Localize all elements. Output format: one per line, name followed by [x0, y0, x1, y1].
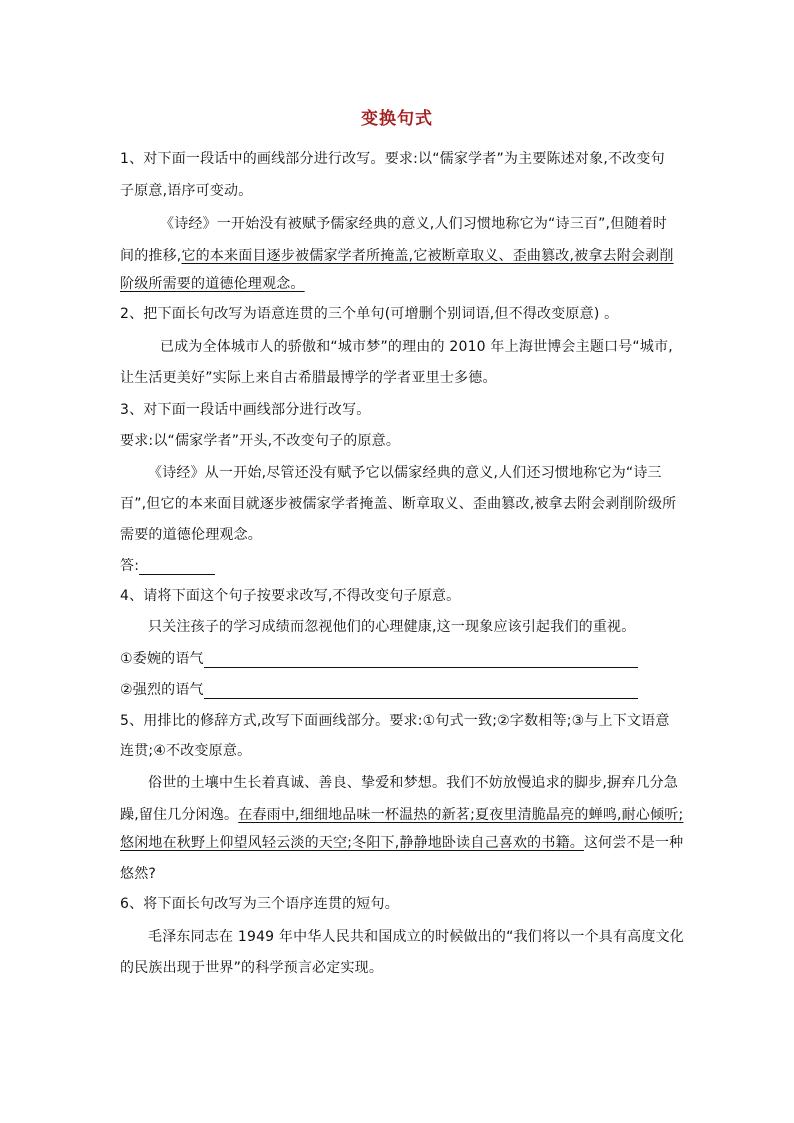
- q4-option1-label: ①委婉的语气: [120, 651, 204, 667]
- q5-passage-plain: 躁,留住几分闲逸。: [120, 807, 239, 823]
- q3-instruction-line1: 3、对下面一段话中画线部分进行改写。: [120, 402, 371, 418]
- q6-passage-line2: 的民族出现于世界”的科学预言必定实现。: [120, 960, 384, 976]
- q1-passage-plain: 间的推移,: [120, 248, 182, 264]
- q2-instruction: 2、把下面长句改写为语意连贯的三个单句(可增删个别词语,但不得改变原意) 。: [120, 306, 619, 322]
- q5-passage-plain-end: 这何尝不是一种: [583, 835, 684, 851]
- q2-passage-line1: 已成为全体城市人的骄傲和“城市梦”的理由的 2010 年上海世博会主题口号“城市,: [160, 339, 673, 355]
- page-title: 变换句式: [361, 109, 433, 129]
- q4-option2-blank[interactable]: [204, 684, 638, 699]
- q1-passage-line3: [120, 273, 680, 293]
- q4-option1-blank[interactable]: [204, 653, 638, 668]
- q4-option2-line: [120, 679, 680, 699]
- q5-instruction-line1: 5、用排比的修辞方式,改写下面画线部分。要求:①句式一致;②字数相等;③与上下文语意: [120, 713, 670, 729]
- q5-underlined-part: 在春雨中,细细地品味一杯温热的新茗;夏夜里清脆晶亮的蝉鸣,耐心倾听;: [238, 807, 684, 823]
- q5-passage-line2: [120, 804, 684, 824]
- q3-answer-label: 答:: [120, 558, 140, 574]
- q6-passage-line1: 毛泽东同志在 1949 年中华人民共和国成立的时候做出的“我们将以一个具有高度文化: [148, 929, 684, 945]
- q4-sentence: 只关注孩子的学习成绩而忽视他们的心理健康,这一现象应该引起我们的重视。: [148, 619, 636, 635]
- q1-underlined-part: 它的本来面目逐步被儒家学者所掩盖,它被断章取义、歪曲篡改,被拿去附会剥削: [181, 248, 674, 264]
- q1-underlined-part-end: 阶级所需要的道德伦理观念。: [120, 276, 305, 292]
- q5-passage-line3: [120, 832, 684, 852]
- q5-passage-line1: 俗世的土壤中生长着真诚、善良、挚爱和梦想。我们不妨放慢追求的脚步,摒弃几分急: [148, 775, 679, 791]
- q2-passage-line2: 让生活更美好”实际上来自古希腊最博学的学者亚里士多德。: [120, 370, 497, 386]
- q1-passage-line2: [120, 245, 680, 265]
- q1-instruction-line2: 子原意,语序可变动。: [120, 183, 253, 199]
- q5-instruction-line2: 连贯;④不改变原意。: [120, 743, 252, 759]
- q6-instruction: 6、将下面长句改写为三个语序连贯的短句。: [120, 896, 399, 912]
- q3-instruction-line2: 要求:以“儒家学者”开头,不改变句子的原意。: [120, 433, 401, 449]
- q1-passage-line1: 《诗经》一开始没有被赋予儒家经典的意义,人们习惯地称它为“诗三百”,但随着时: [160, 216, 668, 232]
- q5-passage-line4: 悠然?: [120, 866, 157, 882]
- q3-passage-line3: 需要的道德伦理观念。: [120, 527, 262, 543]
- q4-option2-label: ②强烈的语气: [120, 682, 204, 698]
- q3-answer-line: [120, 555, 680, 575]
- q3-passage-line1: 《诗经》从一开始,尽管还没有赋予它以儒家经典的意义,人们还习惯地称它为“诗三: [148, 465, 662, 481]
- q5-underlined-part-end: 悠闲地在秋野上仰望风轻云淡的天空;冬阳下,静静地卧读自己喜欢的书籍。: [120, 835, 584, 851]
- q4-instruction: 4、请将下面这个句子按要求改写,不得改变句子原意。: [120, 588, 461, 604]
- q1-instruction-line1: 1、对下面一段话中的画线部分进行改写。要求:以“儒家学者”为主要陈述对象,不改变句: [120, 151, 665, 167]
- q3-passage-line2: 百”,但它的本来面目就逐步被儒家学者掩盖、断章取义、歪曲篡改,被拿去附会剥削阶级所: [120, 496, 677, 512]
- q4-option1-line: [120, 648, 680, 668]
- q3-answer-blank[interactable]: [139, 560, 215, 575]
